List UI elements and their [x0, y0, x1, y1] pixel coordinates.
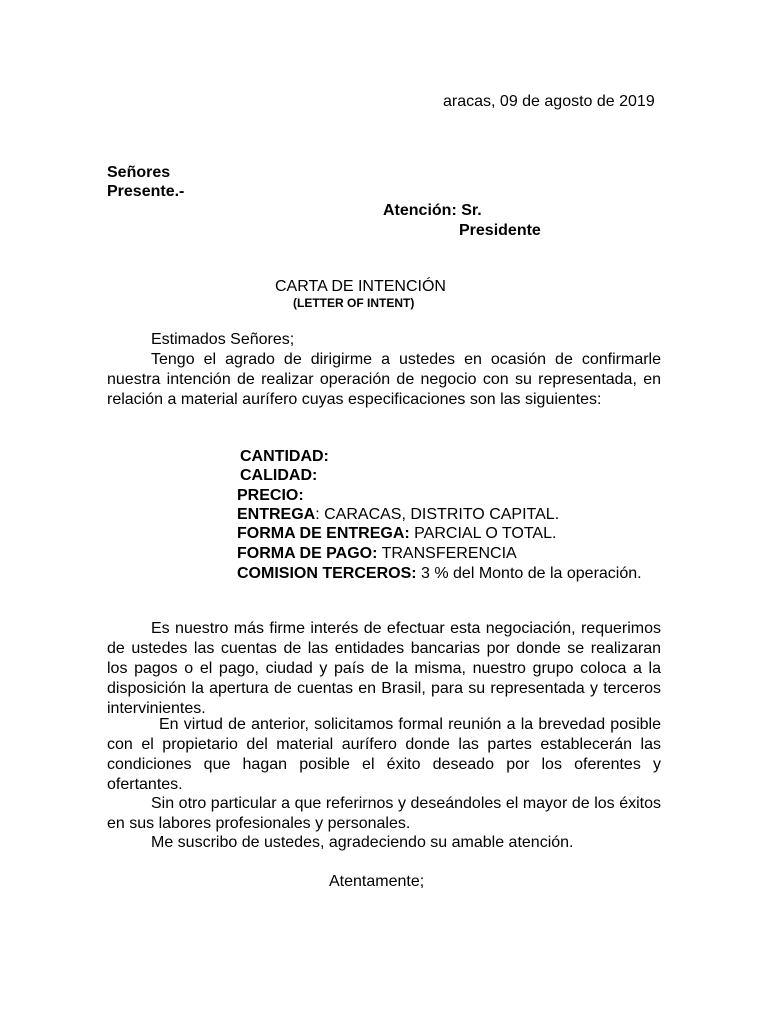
spec-forma-pago — [237, 544, 517, 564]
spec-comision — [237, 564, 642, 584]
body-paragraph-1 — [107, 619, 661, 719]
recipient-line-2: Presente.- — [107, 183, 185, 200]
attention-line-1: Atención: Sr. — [383, 202, 482, 219]
body-paragraph-2 — [107, 715, 661, 795]
spec-comision-label: COMISION TERCEROS: — [237, 565, 417, 582]
spec-entrega — [237, 505, 559, 525]
spec-precio — [237, 486, 304, 506]
body-paragraph-1-text: Es nuestro más firme interés de efectuar esta negociación, requerimos de ustedes las cuentas de las entidades bancarias por donde se realizaran los pagos o el pago, ciudad y país de la misma, nuestro grupo coloca a la disposición la apertura de cuentas en Brasil, para su representada y terceros intervinientes. — [107, 620, 661, 717]
spec-calidad — [240, 466, 317, 486]
spec-entrega-value: : CARACAS, DISTRITO CAPITAL. — [315, 506, 560, 523]
spec-precio-label: PRECIO: — [237, 487, 304, 504]
recipient-line-1: Señores — [107, 164, 171, 181]
document-subtitle: (LETTER OF INTENT) — [293, 296, 415, 310]
spec-forma-pago-value: TRANSFERENCIA — [377, 545, 517, 562]
body-paragraph-4 — [107, 833, 661, 853]
document-title: CARTA DE INTENCIÓN — [275, 278, 446, 295]
spec-forma-entrega-label: FORMA DE ENTREGA: — [237, 525, 410, 542]
spec-forma-entrega-value: PARCIAL O TOTAL. — [409, 525, 557, 542]
spec-cantidad-label: CANTIDAD: — [240, 448, 329, 465]
spec-forma-entrega — [237, 524, 556, 544]
body-paragraph-3 — [107, 794, 661, 834]
attention-line-2: Presidente — [459, 222, 541, 239]
spec-cantidad — [240, 447, 329, 467]
greeting: Estimados Señores; — [151, 331, 295, 348]
letter-date: aracas, 09 de agosto de 2019 — [443, 93, 655, 110]
closing: Atentamente; — [329, 873, 425, 890]
spec-forma-pago-label: FORMA DE PAGO: — [237, 545, 378, 562]
body-paragraph-2-text: En virtud de anterior, solicitamos formal reunión a la brevedad posible con el propietario del material aurífero donde las partes establecerán las condiciones que hagan posible el éxito deseado por los oferentes y ofertantes. — [107, 716, 661, 793]
intro-paragraph-text: Tengo el agrado de dirigirme a ustedes en ocasión de confirmarle nuestra intención de realizar operación de negocio con su representada, en relación a material aurífero cuyas especificaciones son las siguientes: — [107, 351, 661, 408]
intro-paragraph — [107, 350, 661, 410]
spec-comision-value: 3 % del Monto de la operación. — [416, 565, 642, 582]
spec-entrega-label: ENTREGA — [237, 506, 316, 523]
spec-calidad-label: CALIDAD: — [240, 467, 318, 484]
body-paragraph-3-text: Sin otro particular a que referirnos y deseándoles el mayor de los éxitos en sus labores profesionales y personales. — [107, 795, 661, 832]
body-paragraph-4-text: Me suscribo de ustedes, agradeciendo su amable atención. — [151, 834, 574, 851]
